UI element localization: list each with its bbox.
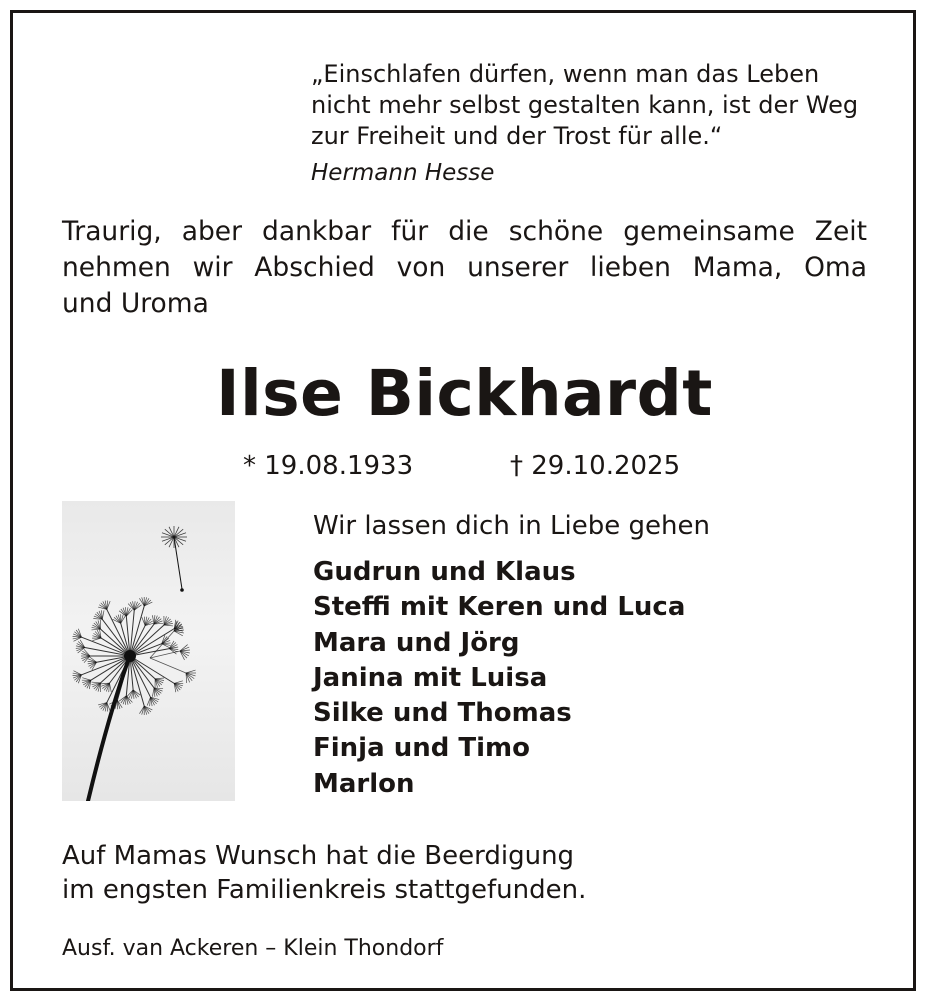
intro-line: Traurig, aber dankbar für die schöne gemeinsame Zeit xyxy=(62,216,867,247)
family-member: Silke und Thomas xyxy=(313,698,572,729)
obituary-frame xyxy=(10,10,916,991)
quote-author: Hermann Hesse xyxy=(311,160,495,186)
quote-block xyxy=(311,59,881,187)
death-date: † 29.10.2025 xyxy=(510,451,681,481)
family-member: Mara und Jörg xyxy=(313,627,520,658)
family-member: Finja und Timo xyxy=(313,733,530,764)
family-intro: Wir lassen dich in Liebe gehen xyxy=(313,511,710,541)
birth-date: * 19.08.1933 xyxy=(243,451,414,481)
intro-line: und Uroma xyxy=(62,288,209,319)
intro-line: nehmen wir Abschied von unserer lieben Mama, Oma xyxy=(62,252,867,283)
deceased-name: Ilse Bickhardt xyxy=(216,357,713,430)
quote-line: nicht mehr selbst gestalten kann, ist der Weg xyxy=(311,91,859,119)
intro-text xyxy=(62,214,867,322)
quote-line: „Einschlafen dürfen, wenn man das Leben xyxy=(311,60,820,88)
funeral-note xyxy=(62,839,586,907)
undertaker-credit: Ausf. van Ackeren – Klein Thondorf xyxy=(62,936,444,961)
family-list xyxy=(313,555,685,802)
family-member: Janina mit Luisa xyxy=(313,662,548,693)
family-member: Marlon xyxy=(313,768,415,799)
family-member: Gudrun und Klaus xyxy=(313,557,576,587)
family-member: Steffi mit Keren und Luca xyxy=(313,592,686,623)
dandelion-icon xyxy=(62,501,235,801)
quote-line: zur Freiheit und der Trost für alle.“ xyxy=(311,122,723,150)
funeral-line: Auf Mamas Wunsch hat die Beerdigung xyxy=(62,841,575,871)
funeral-line: im engsten Familienkreis stattgefunden. xyxy=(62,875,587,905)
dandelion-image xyxy=(62,501,235,801)
